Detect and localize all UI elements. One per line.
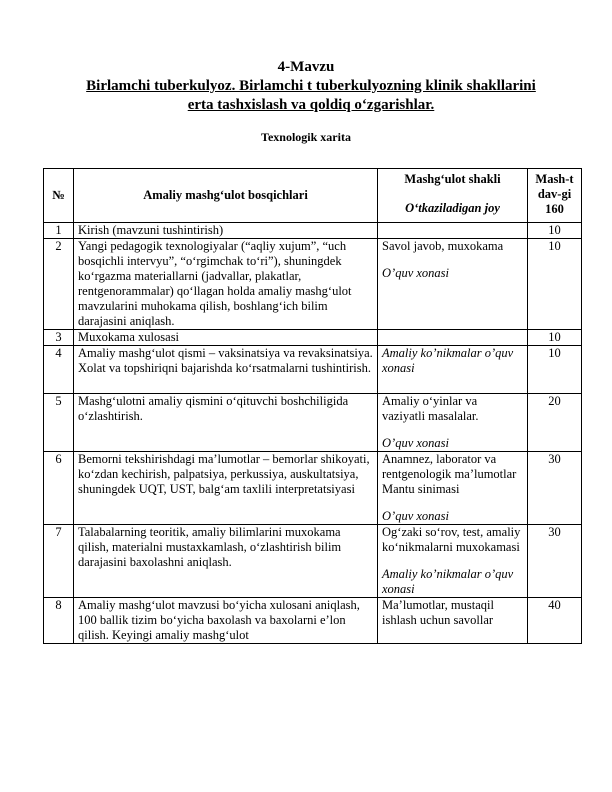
row-duration: 10: [528, 346, 582, 394]
row-number: 1: [44, 223, 74, 239]
row-duration: 10: [528, 223, 582, 239]
col-header-duration: Mash-t dav-gi 160: [528, 169, 582, 223]
col-header-stage: Amaliy mashg‘ulot bosqichlari: [74, 169, 378, 223]
table-row: [44, 525, 582, 598]
row-duration: 30: [528, 452, 582, 525]
row-form: [378, 346, 528, 394]
row-stage: Talabalarning teoritik, amaliy bilimlarini muxokama qilish, materialni mustaxkamlash, o‘zlashtirish bilim darajasini baxolashni aniqlash.: [74, 525, 378, 598]
row-form-text: Savol javob, muxokama: [382, 239, 504, 253]
col-header-form-label: Mashg‘ulot shakli: [404, 172, 501, 186]
row-place-text: O’quv xonasi: [382, 509, 449, 523]
row-form-text: Ma’lumotlar, mustaqil ishlash uchun savollar: [382, 598, 494, 627]
row-number: 4: [44, 346, 74, 394]
row-number: 7: [44, 525, 74, 598]
row-stage: Bemorni tekshirishdagi ma’lumotlar – bemorlar shikoyati, ko‘zdan kechirish, palpatsiya, perkussiya, auskultatsiya, shuningdek UQT, UST, balg‘am taxlili interpretatsiyasi: [74, 452, 378, 525]
row-number: 2: [44, 239, 74, 330]
row-form: [378, 452, 528, 525]
col-header-form: [378, 169, 528, 223]
table-row: [44, 452, 582, 525]
technology-map-table: [43, 168, 582, 644]
row-stage: Mashg‘ulotni amaliy qismini o‘qituvchi boshchiligida o‘zlashtirish.: [74, 394, 378, 452]
table-row: [44, 330, 582, 346]
row-number: 8: [44, 598, 74, 644]
table-row: [44, 394, 582, 452]
row-number: 3: [44, 330, 74, 346]
topic-number: 4-Mavzu: [277, 59, 335, 75]
page-subtitle: Texnologik xarita: [261, 130, 351, 144]
row-place-text: O’quv xonasi: [382, 266, 449, 280]
table-header-row: [44, 169, 582, 223]
row-form: [378, 223, 528, 239]
row-stage: Muxokama xulosasi: [74, 330, 378, 346]
row-duration: 30: [528, 525, 582, 598]
row-duration: 20: [528, 394, 582, 452]
row-stage: Amaliy mashg‘ulot qismi – vaksinatsiya va revaksinatsiya. Xolat va topshiriqni bajarishda ko‘rsatmalarni tushintirish.: [74, 346, 378, 394]
row-form-text: Og‘zaki so‘rov, test, amaliy ko‘nikmalarni muxokamasi: [382, 525, 521, 554]
row-stage: Yangi pedagogik texnologiyalar (“aqliy xujum”, “uch bosqichli intervyu”, “o‘rgimchak to‘ri”), shuningdek ko‘rgazma materiallarni (jadvallar, plakatlar, rentgenorammalar) qo‘llagan holda amaliy mashg‘ulot mavzularini muhokama qilish, boshlang‘ich bilim darajasini aniqlash.: [74, 239, 378, 330]
row-number: 6: [44, 452, 74, 525]
row-form-text: Anamnez, laborator va rentgenologik ma’lumotlar: [382, 452, 517, 481]
row-place-text: Amaliy ko’nikmalar o’quv xonasi: [382, 567, 514, 596]
row-form: [378, 394, 528, 452]
row-duration: 10: [528, 330, 582, 346]
row-form-text: Amaliy o‘yinlar va vaziyatli masalalar.: [382, 394, 479, 423]
row-duration: 10: [528, 239, 582, 330]
row-place-text: O’quv xonasi: [382, 436, 449, 450]
row-number: 5: [44, 394, 74, 452]
page-title: Birlamchi tuberkulyoz. Birlamchi t tuberkulyozning klinik shakllarini erta tashxislash va qoldiq o‘zgarishlar.: [86, 78, 536, 113]
table-row: [44, 346, 582, 394]
table-row: [44, 239, 582, 330]
row-stage: Kirish (mavzuni tushintirish): [74, 223, 378, 239]
row-duration: 40: [528, 598, 582, 644]
col-header-num: №: [44, 169, 74, 223]
table-row: [44, 223, 582, 239]
row-stage: Amaliy mashg‘ulot mavzusi bo‘yicha xulosani aniqlash, 100 ballik tizim bo‘yicha baxolash va baxolarni e’lon qilish. Keyingi amaliy mashg‘ulot: [74, 598, 378, 644]
row-form: [378, 239, 528, 330]
table-row: [44, 598, 582, 644]
row-form: [378, 330, 528, 346]
row-form-extra-text: Mantu sinimasi: [382, 482, 460, 496]
row-form: [378, 598, 528, 644]
col-header-place-label: O‘tkaziladigan joy: [405, 201, 500, 215]
row-place-text: Amaliy ko’nikmalar o’quv xonasi: [382, 346, 514, 375]
row-form: [378, 525, 528, 598]
